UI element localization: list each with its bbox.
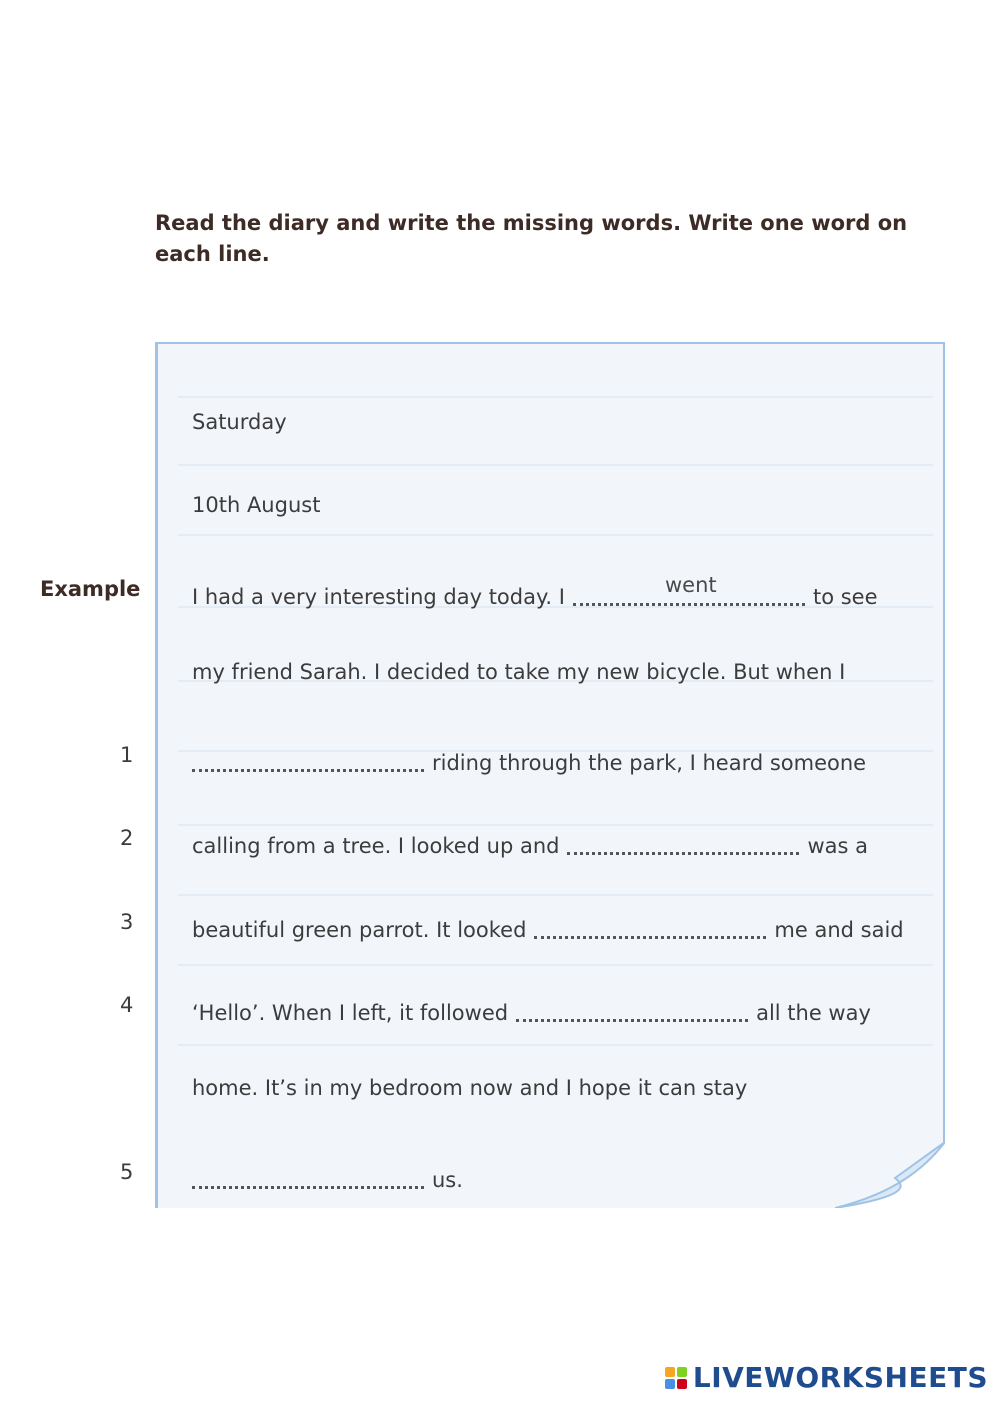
answer-gap-4[interactable]	[516, 995, 748, 1022]
answer-gap-2[interactable]	[567, 828, 799, 855]
diary-line	[192, 743, 866, 775]
liveworksheets-logo	[665, 1361, 988, 1394]
diary-line: home. It’s in my bedroom now and I hope it can stay	[192, 1076, 748, 1100]
answer-gap-5[interactable]	[192, 1162, 424, 1189]
brand-name: LIVEWORKSHEETS	[692, 1361, 988, 1394]
line-text: calling from a tree. I looked up and	[192, 834, 560, 858]
diary-line	[192, 993, 871, 1025]
page-curl-icon	[835, 1138, 945, 1208]
question-number: 3	[120, 910, 134, 934]
question-number: 5	[120, 1160, 134, 1184]
line-text: riding through the park, I heard someone	[432, 751, 867, 775]
diary-line	[192, 910, 904, 942]
example-label: Example	[40, 577, 141, 601]
instructions: Read the diary and write the missing words. Write one word on each line.	[155, 211, 908, 266]
diary-line: my friend Sarah. I decided to take my new bicycle. But when I	[192, 660, 846, 684]
line-text: beautiful green parrot. It looked	[192, 918, 527, 942]
line-text: ‘Hello’. When I left, it followed	[192, 1001, 509, 1025]
line-text: us.	[432, 1168, 463, 1192]
diary-line	[192, 1160, 463, 1192]
example-gap	[573, 573, 805, 606]
example-answer: went	[664, 573, 717, 597]
logo-square	[677, 1379, 687, 1389]
example-line	[192, 573, 878, 609]
diary-line	[192, 826, 868, 858]
question-number: 2	[120, 826, 134, 850]
line-text: to see	[812, 585, 878, 609]
logo-icon	[665, 1367, 687, 1389]
line-text: all the way	[756, 1001, 871, 1025]
line-text: I had a very interesting day today. I	[192, 585, 565, 609]
logo-square	[665, 1367, 675, 1377]
diary-date: 10th August	[192, 493, 321, 517]
answer-gap-1[interactable]	[192, 745, 424, 772]
line-text: me and said	[774, 918, 904, 942]
diary-day: Saturday	[192, 410, 287, 434]
logo-square	[677, 1367, 687, 1377]
line-text: was a	[807, 834, 869, 858]
question-number: 1	[120, 743, 134, 767]
answer-gap-3[interactable]	[534, 912, 766, 939]
question-number: 4	[120, 993, 134, 1017]
logo-square	[665, 1379, 675, 1389]
